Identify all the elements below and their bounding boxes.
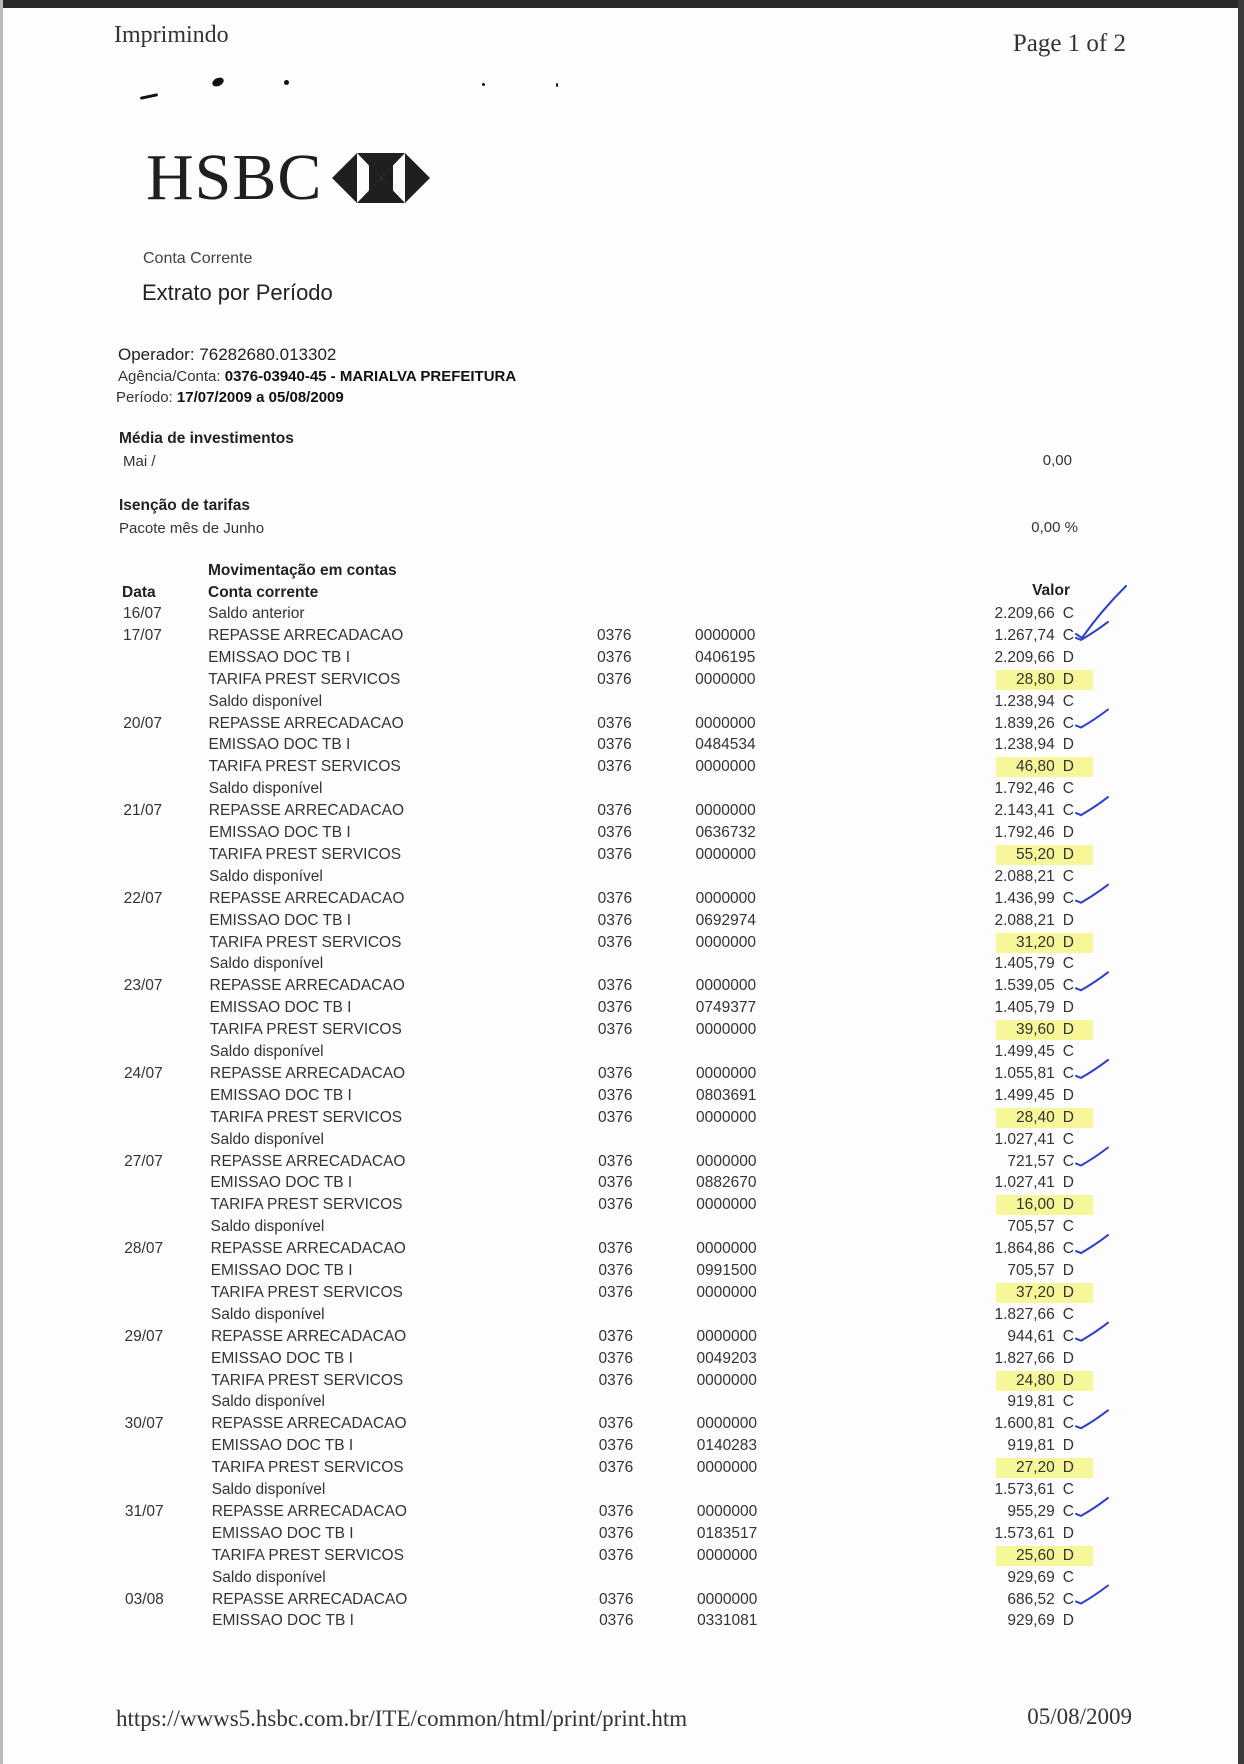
periodo-label: Período: <box>116 389 173 406</box>
check-mark <box>1076 972 1108 990</box>
row-document: 0000000 <box>695 845 756 863</box>
row-debit-credit: D <box>1062 1437 1074 1455</box>
row-debit-credit: C <box>1062 1481 1074 1498</box>
row-description: TARIFA PREST SERVICOS <box>211 1371 404 1389</box>
column-header-valor: Valor <box>1032 582 1070 599</box>
row-document: 0636732 <box>695 824 756 841</box>
row-debit-credit: D <box>1062 1262 1074 1279</box>
row-amount: 1.839,26 <box>994 714 1055 732</box>
row-document: 0331081 <box>697 1612 758 1630</box>
row-debit-credit: D <box>1062 1283 1074 1301</box>
row-agencia: 0376 <box>597 977 633 995</box>
row-document: 0000000 <box>695 670 756 688</box>
row-date: 24/07 <box>123 1064 163 1082</box>
row-document: 0000000 <box>696 1459 758 1477</box>
row-debit-credit: D <box>1062 1086 1074 1104</box>
row-amount: 1.573,61 <box>994 1481 1055 1498</box>
row-description: TARIFA PREST SERVICOS <box>208 845 402 863</box>
row-agencia: 0376 <box>598 1415 634 1433</box>
row-amount: 28,40 <box>1016 1108 1055 1126</box>
row-amount: 28,80 <box>1016 670 1055 688</box>
row-agencia: 0376 <box>597 911 633 929</box>
row-debit-credit: D <box>1062 648 1074 666</box>
row-date: 28/07 <box>124 1240 164 1258</box>
row-document: 0000000 <box>697 1590 758 1608</box>
row-debit-credit: D <box>1062 1371 1074 1389</box>
row-amount: 1.055,81 <box>994 1064 1055 1082</box>
row-description: Saldo disponível <box>209 867 323 885</box>
row-debit-credit: C <box>1062 1240 1074 1258</box>
row-debit-credit: C <box>1062 692 1074 710</box>
row-agencia: 0376 <box>597 824 632 841</box>
row-amount: 705,57 <box>1007 1262 1055 1279</box>
row-agencia: 0376 <box>597 670 632 688</box>
row-agencia: 0376 <box>598 1262 633 1279</box>
row-amount: 2.209,66 <box>994 648 1055 666</box>
check-mark <box>1076 710 1108 728</box>
row-agencia: 0376 <box>598 1546 634 1564</box>
row-agencia: 0376 <box>597 648 632 666</box>
row-document: 0803691 <box>695 1086 757 1104</box>
row-amount: 1.864,86 <box>994 1240 1055 1258</box>
row-date: 29/07 <box>124 1327 164 1345</box>
row-amount: 944,61 <box>1007 1327 1055 1345</box>
row-debit-credit: C <box>1062 1327 1074 1345</box>
row-amount: 721,57 <box>1007 1152 1055 1170</box>
row-document: 0000000 <box>696 1240 757 1258</box>
row-agencia: 0376 <box>597 1021 633 1039</box>
row-amount: 1.405,79 <box>994 955 1055 973</box>
row-date: 16/07 <box>123 605 162 622</box>
check-mark <box>1076 1148 1108 1166</box>
row-debit-credit: D <box>1062 824 1074 841</box>
row-agencia: 0376 <box>598 1371 634 1389</box>
row-debit-credit: D <box>1062 1108 1074 1126</box>
row-date: 17/07 <box>123 626 162 644</box>
row-document: 0000000 <box>696 1371 757 1389</box>
check-mark <box>1076 586 1126 638</box>
row-description: REPASSE ARRECADACAO <box>210 1152 406 1170</box>
check-mark <box>1076 1498 1108 1516</box>
row-debit-credit: D <box>1062 1546 1074 1564</box>
row-amount: 31,20 <box>1016 933 1055 951</box>
section-label: Conta Corrente <box>143 250 253 267</box>
row-document: 0692974 <box>695 911 756 929</box>
row-description: REPASSE ARRECADACAO <box>208 714 404 732</box>
row-document: 0000000 <box>695 802 756 820</box>
row-debit-credit: C <box>1062 1590 1074 1608</box>
row-amount: 705,57 <box>1007 1218 1055 1236</box>
row-document: 0882670 <box>696 1174 757 1192</box>
column-header-conta: Conta corrente <box>208 584 319 601</box>
row-amount: 39,60 <box>1016 1021 1055 1039</box>
row-date: 27/07 <box>124 1152 163 1170</box>
print-footer-url: https://wwws5.hsbc.com.br/ITE/common/html/print/print.htm <box>116 1706 688 1731</box>
row-amount: 1.827,66 <box>994 1349 1055 1367</box>
isencao-value: 0,00 % <box>1031 519 1078 536</box>
row-date: 22/07 <box>123 889 163 907</box>
row-description: Saldo disponível <box>210 1305 325 1323</box>
row-description: Saldo disponível <box>208 692 323 710</box>
row-description: Saldo disponível <box>211 1568 326 1586</box>
row-description: REPASSE ARRECADACAO <box>211 1415 407 1433</box>
row-debit-credit: C <box>1062 780 1074 798</box>
row-amount: 1.827,66 <box>994 1305 1055 1323</box>
row-description: Saldo disponível <box>209 1043 324 1060</box>
row-debit-credit: C <box>1062 802 1074 820</box>
periodo-value: 17/07/2009 a 05/08/2009 <box>176 389 344 406</box>
row-description: TARIFA PREST SERVICOS <box>211 1459 404 1477</box>
document-title: Extrato por Período <box>142 280 333 305</box>
row-document: 0749377 <box>695 999 757 1017</box>
row-document: 0000000 <box>695 977 757 995</box>
row-date: 03/08 <box>125 1590 164 1608</box>
row-debit-credit: C <box>1062 889 1074 907</box>
row-description: REPASSE ARRECADACAO <box>211 1502 407 1520</box>
row-amount: 929,69 <box>1007 1568 1055 1586</box>
row-debit-credit: D <box>1062 999 1074 1017</box>
row-amount: 2.209,66 <box>994 605 1055 622</box>
row-description: REPASSE ARRECADACAO <box>212 1590 408 1608</box>
row-amount: 1.600,81 <box>994 1415 1055 1433</box>
row-agencia: 0376 <box>598 1437 634 1455</box>
row-debit-credit: C <box>1062 714 1074 732</box>
row-description: REPASSE ARRECADACAO <box>208 626 404 644</box>
row-description: TARIFA PREST SERVICOS <box>208 758 401 776</box>
row-document: 0000000 <box>695 758 756 776</box>
row-debit-credit: C <box>1062 1218 1074 1236</box>
operador-value: 76282680.013302 <box>199 345 337 364</box>
row-amount: 1.573,61 <box>994 1524 1055 1542</box>
isencao-title: Isenção de tarifas <box>119 497 250 514</box>
check-mark <box>1076 885 1108 903</box>
row-description: Saldo anterior <box>208 605 305 622</box>
row-debit-credit: C <box>1062 626 1074 644</box>
hsbc-logo-text: HSBC <box>146 141 323 214</box>
row-description: EMISSAO DOC TB I <box>211 1437 354 1455</box>
row-document: 0000000 <box>695 1021 757 1039</box>
investimentos-label: Mai / <box>123 453 156 470</box>
row-debit-credit: C <box>1062 955 1074 973</box>
row-amount: 1.499,45 <box>994 1043 1055 1060</box>
row-document: 0000000 <box>695 933 757 951</box>
row-amount: 1.539,05 <box>994 977 1055 995</box>
row-document: 0000000 <box>696 1283 757 1301</box>
row-amount: 25,60 <box>1016 1546 1055 1564</box>
row-agencia: 0376 <box>597 626 632 644</box>
row-document: 0000000 <box>696 1108 757 1126</box>
row-description: EMISSAO DOC TB I <box>212 1612 354 1630</box>
row-document: 0000000 <box>696 1196 757 1214</box>
row-description: Saldo disponível <box>209 955 324 973</box>
row-description: EMISSAO DOC TB I <box>209 999 352 1017</box>
row-amount: 1.267,74 <box>994 626 1055 644</box>
row-debit-credit: D <box>1062 670 1074 688</box>
row-description: EMISSAO DOC TB I <box>211 1524 354 1542</box>
row-description: TARIFA PREST SERVICOS <box>211 1546 404 1564</box>
row-document: 0000000 <box>696 1502 758 1520</box>
row-description: Saldo disponível <box>211 1393 325 1411</box>
row-amount: 2.088,21 <box>994 911 1055 929</box>
row-amount: 1.792,46 <box>994 780 1055 798</box>
row-agencia: 0376 <box>597 736 632 754</box>
row-debit-credit: D <box>1062 1196 1074 1214</box>
row-debit-credit: D <box>1062 1349 1074 1367</box>
row-agencia: 0376 <box>599 1590 634 1608</box>
row-date: 20/07 <box>123 714 163 732</box>
row-debit-credit: C <box>1062 1064 1074 1082</box>
row-debit-credit: D <box>1062 736 1074 754</box>
row-debit-credit: C <box>1062 977 1074 995</box>
row-description: Saldo disponível <box>210 1218 325 1236</box>
row-agencia: 0376 <box>598 1152 633 1170</box>
row-document: 0000000 <box>695 1064 757 1082</box>
row-amount: 55,20 <box>1016 845 1055 863</box>
isencao-label: Pacote mês de Junho <box>119 520 265 537</box>
row-agencia: 0376 <box>597 758 632 776</box>
row-agencia: 0376 <box>598 1327 633 1345</box>
row-amount: 686,52 <box>1007 1590 1055 1608</box>
row-description: EMISSAO DOC TB I <box>208 736 351 754</box>
row-amount: 27,20 <box>1016 1459 1055 1477</box>
row-amount: 2.143,41 <box>994 802 1055 820</box>
row-amount: 1.792,46 <box>994 824 1055 841</box>
row-agencia: 0376 <box>597 714 632 732</box>
column-header-data: Data <box>122 584 156 601</box>
row-debit-credit: C <box>1062 605 1074 622</box>
row-agencia: 0376 <box>597 999 633 1017</box>
investimentos-title: Média de investimentos <box>119 430 294 447</box>
row-amount: 37,20 <box>1016 1283 1055 1301</box>
row-agencia: 0376 <box>597 889 633 907</box>
row-debit-credit: C <box>1062 1393 1074 1411</box>
row-debit-credit: D <box>1062 1021 1074 1039</box>
row-debit-credit: C <box>1062 1043 1074 1060</box>
row-debit-credit: D <box>1062 1524 1074 1542</box>
row-debit-credit: D <box>1062 933 1074 951</box>
row-amount: 1.027,41 <box>994 1130 1055 1148</box>
row-debit-credit: C <box>1062 1305 1074 1323</box>
row-agencia: 0376 <box>598 1524 634 1542</box>
row-agencia: 0376 <box>598 1283 633 1301</box>
row-document: 0000000 <box>696 1327 757 1345</box>
row-document: 0000000 <box>696 1546 758 1564</box>
row-amount: 46,80 <box>1016 758 1055 776</box>
agencia-label: Agência/Conta: <box>118 368 221 385</box>
row-description: TARIFA PREST SERVICOS <box>208 670 401 688</box>
row-agencia: 0376 <box>597 1064 633 1082</box>
row-document: 0000000 <box>695 889 756 907</box>
row-description: Saldo disponível <box>211 1481 326 1498</box>
agencia-value: 0376-03940-45 - MARIALVA PREFEITURA <box>224 368 517 385</box>
row-amount: 24,80 <box>1016 1371 1055 1389</box>
row-date: 23/07 <box>123 977 163 995</box>
check-mark <box>1076 1060 1108 1078</box>
row-agencia: 0376 <box>599 1612 634 1630</box>
row-description: EMISSAO DOC TB I <box>210 1174 353 1192</box>
row-description: TARIFA PREST SERVICOS <box>210 1108 403 1126</box>
row-agencia: 0376 <box>598 1240 633 1258</box>
check-mark <box>1076 1410 1108 1428</box>
row-date: 30/07 <box>124 1415 164 1433</box>
row-debit-credit: D <box>1062 1174 1074 1192</box>
row-debit-credit: D <box>1062 1459 1074 1477</box>
row-agencia: 0376 <box>598 1108 633 1126</box>
operador-label: Operador: <box>118 345 195 364</box>
row-amount: 955,29 <box>1007 1502 1055 1520</box>
row-amount: 1.405,79 <box>994 999 1055 1017</box>
row-description: REPASSE ARRECADACAO <box>209 889 405 907</box>
row-debit-credit: D <box>1062 911 1074 929</box>
row-amount: 2.088,21 <box>994 867 1055 885</box>
row-amount: 16,00 <box>1016 1196 1055 1214</box>
check-mark <box>1076 1235 1108 1253</box>
check-mark <box>1076 1323 1108 1341</box>
row-agencia: 0376 <box>597 933 633 951</box>
row-agencia: 0376 <box>598 1196 633 1214</box>
row-description: EMISSAO DOC TB I <box>208 648 350 666</box>
row-description: TARIFA PREST SERVICOS <box>210 1196 403 1214</box>
row-amount: 1.238,94 <box>994 692 1055 710</box>
row-document: 0406195 <box>695 648 756 666</box>
row-description: EMISSAO DOC TB I <box>209 911 352 929</box>
row-document: 0049203 <box>696 1349 757 1367</box>
row-description: EMISSAO DOC TB I <box>211 1349 353 1367</box>
row-agencia: 0376 <box>597 845 632 863</box>
row-amount: 929,69 <box>1007 1612 1055 1630</box>
row-debit-credit: D <box>1062 845 1074 863</box>
row-description: REPASSE ARRECADACAO <box>210 1240 406 1258</box>
row-date: 21/07 <box>123 802 163 820</box>
row-debit-credit: D <box>1062 1612 1074 1630</box>
row-document: 0140283 <box>696 1437 758 1455</box>
row-description: EMISSAO DOC TB I <box>210 1262 353 1279</box>
row-debit-credit: C <box>1062 1152 1074 1170</box>
row-description: TARIFA PREST SERVICOS <box>209 933 402 951</box>
check-mark <box>1076 1586 1108 1604</box>
row-document: 0000000 <box>695 626 756 644</box>
row-document: 0991500 <box>696 1262 757 1279</box>
row-document: 0000000 <box>695 714 756 732</box>
row-amount: 1.238,94 <box>994 736 1055 754</box>
row-debit-credit: C <box>1062 1130 1074 1148</box>
row-document: 0484534 <box>695 736 756 754</box>
row-agencia: 0376 <box>598 1459 634 1477</box>
row-agencia: 0376 <box>598 1349 633 1367</box>
row-description: TARIFA PREST SERVICOS <box>210 1283 403 1301</box>
row-agencia: 0376 <box>597 802 632 820</box>
row-amount: 919,81 <box>1007 1437 1055 1455</box>
row-description: Saldo disponível <box>210 1130 324 1148</box>
row-description: EMISSAO DOC TB I <box>209 1086 352 1104</box>
row-date: 31/07 <box>124 1502 164 1520</box>
movimentacao-header: Movimentação em contas <box>208 562 397 579</box>
row-description: EMISSAO DOC TB I <box>208 824 351 841</box>
row-description: TARIFA PREST SERVICOS <box>209 1021 402 1039</box>
check-mark <box>1076 797 1108 815</box>
row-agencia: 0376 <box>598 1174 633 1192</box>
investimentos-value: 0,00 <box>1042 452 1072 469</box>
row-debit-credit: C <box>1062 1415 1074 1433</box>
row-agencia: 0376 <box>597 1086 633 1104</box>
row-amount: 1.027,41 <box>994 1174 1055 1192</box>
row-description: REPASSE ARRECADACAO <box>209 977 405 995</box>
row-debit-credit: D <box>1062 758 1074 776</box>
row-amount: 1.436,99 <box>994 889 1055 907</box>
row-document: 0000000 <box>696 1152 757 1170</box>
row-amount: 1.499,45 <box>994 1086 1055 1104</box>
row-amount: 919,81 <box>1007 1393 1055 1411</box>
row-description: REPASSE ARRECADACAO <box>209 1064 406 1082</box>
row-debit-credit: C <box>1062 1568 1074 1586</box>
row-agencia: 0376 <box>598 1502 634 1520</box>
row-document: 0183517 <box>696 1524 758 1542</box>
row-description: REPASSE ARRECADACAO <box>210 1327 407 1345</box>
row-debit-credit: C <box>1062 1502 1074 1520</box>
print-page-number: Page 1 of 2 <box>1012 30 1126 57</box>
row-document: 0000000 <box>696 1415 757 1433</box>
row-description: Saldo disponível <box>208 780 323 798</box>
print-header-title: Imprimindo <box>114 22 229 48</box>
row-description: REPASSE ARRECADACAO <box>208 802 405 820</box>
print-footer-date: 05/08/2009 <box>1027 1704 1132 1729</box>
row-debit-credit: C <box>1062 867 1074 885</box>
